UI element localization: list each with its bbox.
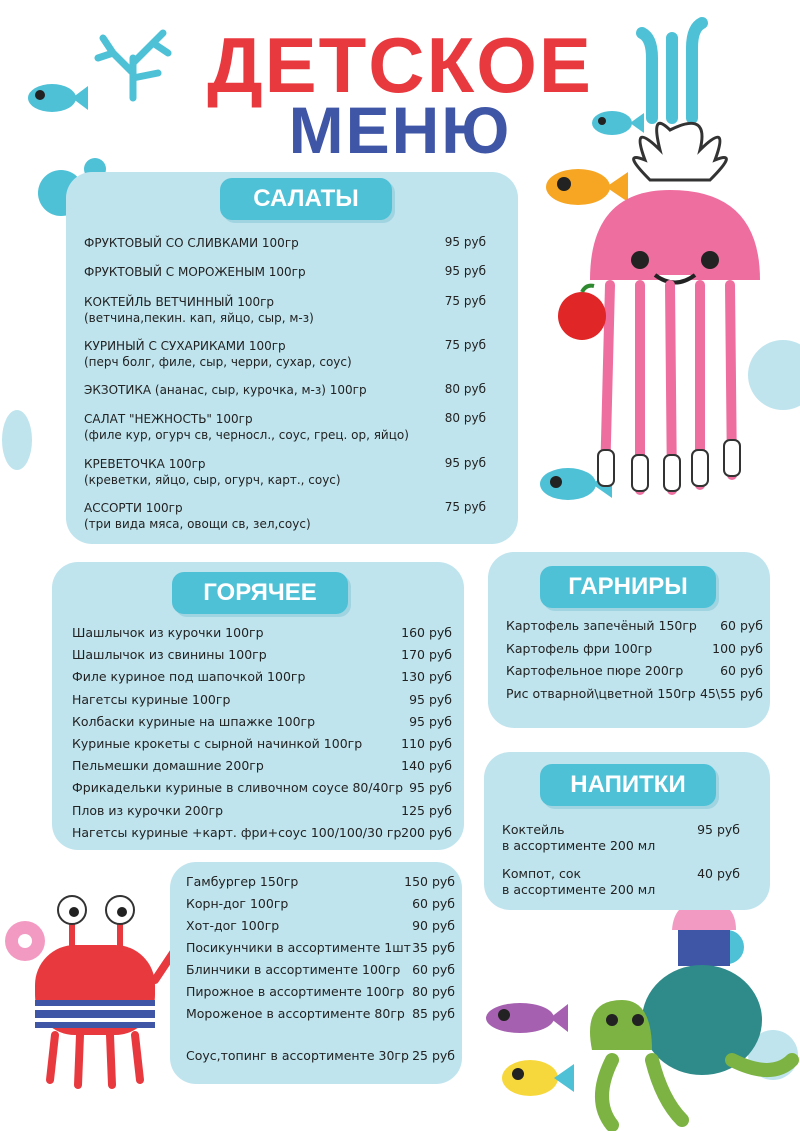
menu-item-name: Блинчики в ассортименте 100гр [186, 962, 401, 977]
salads-heading: САЛАТЫ [220, 178, 392, 220]
menu-item-name: Нагетсы куриные +карт. фри+соус 100/100/30 гр [72, 824, 402, 840]
menu-item-price: 60 руб [720, 618, 763, 633]
menu-item-name: Посикунчики в ассортименте 1шт [186, 940, 411, 955]
menu-item-name: КУРИНЫЙ С СУХАРИКАМИ 100гр (перч болг, филе, сыр, черри, сухар, соус) [84, 339, 352, 369]
menu-item-price: 110 руб [401, 736, 452, 751]
fish-icon [20, 80, 90, 116]
menu-item-price: 35 руб [412, 940, 455, 955]
menu-item-detail: в ассортименте 200 мл [502, 882, 656, 897]
menu-item-price: 60 руб [720, 663, 763, 678]
menu-item-price: 150 руб [404, 874, 455, 889]
menu-item-price: 100 руб [712, 640, 763, 656]
menu-item-name: Корн-дог 100гр [186, 896, 289, 911]
coral-icon [632, 18, 712, 118]
menu-item-price: 80 руб [444, 382, 486, 396]
menu-item-price: 95 руб [444, 456, 486, 470]
menu-item-name: САЛАТ "НЕЖНОСТЬ" 100гр (филе кур, огурч св, черносл., соус, грец. ор, яйцо) [84, 412, 409, 442]
menu-item-price: 95 руб [697, 822, 740, 837]
menu-item-name: АССОРТИ 100гр (три вида мяса, овощи св, зел,соус) [84, 501, 311, 531]
menu-item-price: 90 руб [412, 918, 455, 933]
menu-item-price: 75 руб [444, 338, 486, 352]
menu-item-name: Компот, сок в ассортименте 200 мл [502, 866, 656, 897]
menu-item-name: ФРУКТОВЫЙ С МОРОЖЕНЫМ 100гр [84, 265, 306, 279]
menu-item-name: ЭКЗОТИКА (ананас, сыр, курочка, м-з) 100гр [84, 383, 367, 397]
menu-item-name: Куриные крокеты с сырной начинкой 100гр [72, 736, 363, 751]
octopus-icon [572, 960, 800, 1131]
menu-subtitle: МЕНЮ [288, 93, 512, 167]
menu-item-price: 95 руб [409, 780, 452, 796]
menu-item-name: КОКТЕЙЛЬ ВЕТЧИННЫЙ 100гр (ветчина,пекин. кап, яйцо, сыр, м-з) [84, 295, 314, 325]
coral-icon [88, 28, 178, 98]
menu-item-name: Шашлычок из курочки 100гр [72, 625, 264, 640]
menu-item-detail: (креветки, яйцо, сыр, огурч, карт., соус) [84, 473, 341, 487]
menu-item-detail: в ассортименте 200 мл [502, 838, 656, 853]
menu-item-detail: (перч болг, филе, сыр, черри, сухар, соус) [84, 355, 352, 369]
fish-icon [480, 998, 570, 1038]
bubble-decoration [2, 410, 32, 470]
menu-item-price: 95 руб [444, 264, 486, 278]
menu-item-price: 95 руб [409, 691, 452, 707]
menu-item-name: Гамбургер 150гр [186, 874, 299, 889]
menu-item-name: Колбаски куриные на шпажке 100гр [72, 713, 316, 729]
menu-item-name: Картофельное пюре 200гр [506, 663, 684, 678]
menu-item-name: Шашлычок из свинины 100гр [72, 647, 267, 663]
donut-icon [2, 918, 48, 964]
menu-item-name: Пирожное в ассортименте 100гр [186, 984, 405, 999]
sides-heading: ГАРНИРЫ [540, 566, 716, 608]
menu-item-name: Филе куриное под шапочкой 100гр [72, 669, 306, 685]
menu-item-price: 40 руб [697, 866, 740, 881]
hot-heading: ГОРЯЧЕЕ [172, 572, 348, 614]
menu-item-name: Коктейль в ассортименте 200 мл [502, 822, 656, 853]
menu-item-name: Плов из курочки 200гр [72, 802, 224, 818]
menu-item-price: 140 руб [401, 758, 452, 774]
menu-item-name: Картофель запечёный 150гр [506, 618, 697, 633]
menu-item-price: 60 руб [412, 962, 455, 977]
menu-title: ДЕТСКОЕ [207, 21, 593, 109]
menu-item-price: 75 руб [444, 500, 486, 514]
menu-item-name: Мороженое в ассортименте 80гр [186, 1006, 405, 1021]
menu-item-detail: (филе кур, огурч св, черносл., соус, грец. ор, яйцо) [84, 428, 409, 442]
menu-item-name: Соус,топинг в ассортименте 30гр [186, 1048, 409, 1063]
apple-icon [552, 282, 612, 342]
menu-item-price: 75 руб [444, 294, 486, 308]
menu-item-detail: (ветчина,пекин. кап, яйцо, сыр, м-з) [84, 311, 314, 325]
menu-item-name: Фрикадельки куриные в сливочном соусе 80/40гр [72, 780, 404, 796]
menu-item-price: 45\55 руб [699, 685, 763, 701]
menu-item-name: ФРУКТОВЫЙ СО СЛИВКАМИ 100гр [84, 236, 299, 250]
menu-item-name: Картофель фри 100гр [506, 640, 653, 656]
menu-item-price: 60 руб [412, 896, 455, 911]
menu-item-price: 80 руб [412, 984, 455, 999]
drinks-heading: НАПИТКИ [540, 764, 716, 806]
menu-item-name: Рис отварной\цветной 150гр [506, 685, 696, 701]
menu-item-price: 130 руб [401, 669, 452, 685]
menu-item-price: 95 руб [444, 235, 486, 249]
menu-item-price: 80 руб [444, 411, 486, 425]
menu-item-price: 125 руб [401, 802, 452, 818]
menu-item-detail: (три вида мяса, овощи св, зел,соус) [84, 517, 311, 531]
menu-item-name: Пельмешки домашние 200гр [72, 758, 264, 774]
menu-item-price: 95 руб [409, 713, 452, 729]
menu-item-name: Хот-дог 100гр [186, 918, 280, 933]
menu-item-price: 160 руб [401, 625, 452, 640]
menu-item-price: 170 руб [401, 647, 452, 663]
menu-item-name: Нагетсы куриные 100гр [72, 691, 231, 707]
menu-item-name: КРЕВЕТОЧКА 100гр (креветки, яйцо, сыр, огурч, карт., соус) [84, 457, 341, 487]
menu-item-price: 25 руб [412, 1048, 455, 1063]
fish-icon [496, 1056, 576, 1100]
menu-item-price: 85 руб [412, 1006, 455, 1021]
menu-item-price: 200 руб [401, 824, 452, 840]
